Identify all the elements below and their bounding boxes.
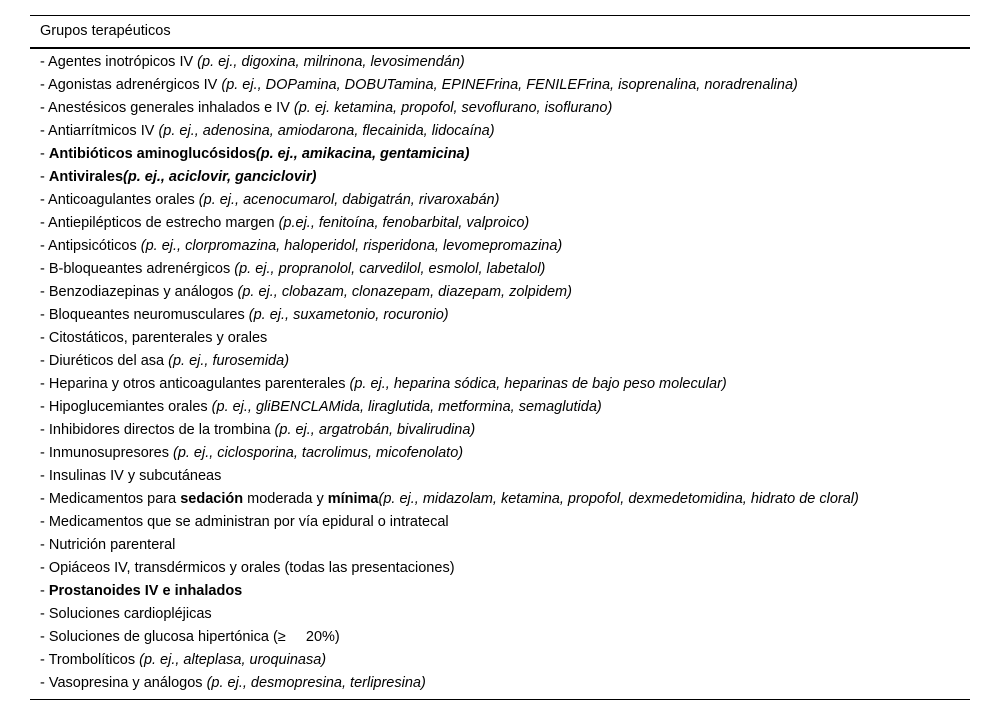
table-row <box>30 189 970 212</box>
row-text: - Anticoagulantes orales <box>40 192 199 208</box>
table-row <box>30 396 970 419</box>
row-examples: (p. ej., clorpromazina, haloperidol, risperidona, levomepromazina) <box>140 238 563 254</box>
row-text: - <box>40 583 49 599</box>
row-text: - Agonistas adrenérgicos IV <box>40 77 222 93</box>
row-examples: (p. ej., amikacina, gentamicina) <box>255 146 470 162</box>
row-text: moderada y <box>243 491 328 507</box>
table-row <box>30 212 970 235</box>
table-row <box>30 557 970 580</box>
row-text: - Inhibidores directos de la trombina <box>40 422 275 438</box>
table-row <box>30 281 970 304</box>
row-text: - Antipsicóticos <box>40 238 141 254</box>
row-text: - Nutrición parenteral <box>40 537 176 553</box>
row-examples: (p. ej., digoxina, milrinona, levosimendán) <box>197 54 465 70</box>
row-text: sedación <box>180 491 244 507</box>
row-text: - Medicamentos para <box>40 491 181 507</box>
row-text: mínima <box>327 491 379 507</box>
table-row <box>30 143 970 166</box>
row-text: - Heparina y otros anticoagulantes parenterales <box>40 376 350 392</box>
table-row <box>30 235 970 258</box>
table-row <box>30 465 970 488</box>
table-body <box>30 49 970 695</box>
row-text: - Vasopresina y análogos <box>40 675 207 691</box>
row-text: Antibióticos aminoglucósidos <box>48 146 256 162</box>
row-examples: (p. ej., midazolam, ketamina, propofol, dexmedetomidina, hidrato de cloral) <box>378 491 859 507</box>
row-text: - Opiáceos IV, transdérmicos y orales (todas las presentaciones) <box>40 560 455 576</box>
row-examples: (p. ej., acenocumarol, dabigatrán, rivaroxabán) <box>198 192 500 208</box>
row-examples: (p. ej., adenosina, amiodarona, flecainida, lidocaína) <box>158 123 495 139</box>
row-text: - Medicamentos que se administran por vía epidural o intratecal <box>40 514 449 530</box>
table-row <box>30 51 970 74</box>
table-row <box>30 442 970 465</box>
table-row <box>30 258 970 281</box>
row-text: - Anestésicos generales inhalados e IV <box>40 100 294 116</box>
row-examples: (p. ej., argatrobán, bivalirudina) <box>274 422 476 438</box>
table-row <box>30 511 970 534</box>
table-row <box>30 97 970 120</box>
therapeutic-groups-table <box>30 15 970 700</box>
table-row <box>30 120 970 143</box>
table-row <box>30 166 970 189</box>
table-row <box>30 350 970 373</box>
table-row <box>30 488 970 511</box>
row-text: - <box>40 146 49 162</box>
row-text: - Soluciones de glucosa hipertónica (≥ 20%) <box>40 629 340 645</box>
row-examples: (p. ej. ketamina, propofol, sevoflurano, isoflurano) <box>293 100 613 116</box>
row-text: - Hipoglucemiantes orales <box>40 399 212 415</box>
row-examples: (p. ej., ciclosporina, tacrolimus, micofenolato) <box>172 445 464 461</box>
row-examples: (p. ej., desmopresina, terlipresina) <box>206 675 426 691</box>
table-row <box>30 672 970 695</box>
table-row <box>30 534 970 557</box>
row-text: - Diuréticos del asa <box>40 353 169 369</box>
row-text: - B-bloqueantes adrenérgicos <box>40 261 235 277</box>
row-examples: (p. ej., suxametonio, rocuronio) <box>248 307 449 323</box>
row-text: - Inmunosupresores <box>40 445 173 461</box>
row-examples: (p. ej., furosemida) <box>168 353 290 369</box>
row-text: - Antiepilépticos de estrecho margen <box>40 215 279 231</box>
row-examples: (p. ej., aciclovir, ganciclovir) <box>123 169 317 185</box>
row-examples: (p. ej., gliBENCLAMida, liraglutida, metformina, semaglutida) <box>211 399 602 415</box>
row-examples: (p. ej., DOPamina, DOBUTamina, EPINEFrina, FENILEFrina, isoprenalina, noradrenalina) <box>221 77 798 93</box>
table-row <box>30 580 970 603</box>
table-row <box>30 373 970 396</box>
row-text: - Benzodiazepinas y análogos <box>40 284 238 300</box>
row-examples: (p. ej., heparina sódica, heparinas de bajo peso molecular) <box>349 376 727 392</box>
row-examples: (p. ej., clobazam, clonazepam, diazepam, zolpidem) <box>237 284 572 300</box>
row-examples: (p. ej., propranolol, carvedilol, esmolol, labetalol) <box>234 261 546 277</box>
row-text: - Soluciones cardiopléjicas <box>40 606 212 622</box>
row-text: Antivirales <box>48 169 124 185</box>
table-row <box>30 74 970 97</box>
row-text: - Trombolíticos <box>40 652 140 668</box>
row-examples: (p. ej., alteplasa, uroquinasa) <box>139 652 327 668</box>
row-examples: (p.ej., fenitoína, fenobarbital, valproico) <box>278 215 530 231</box>
row-text: - Citostáticos, parenterales y orales <box>40 330 268 346</box>
row-text: - Insulinas IV y subcutáneas <box>40 468 222 484</box>
row-text: - Antiarrítmicos IV <box>40 123 159 139</box>
table-row <box>30 419 970 442</box>
table-bottom-rule <box>30 699 970 700</box>
row-text: - Agentes inotrópicos IV <box>40 54 198 70</box>
table-row <box>30 649 970 672</box>
table-row <box>30 603 970 626</box>
table-header: Grupos terapéuticos <box>30 16 970 49</box>
table-row <box>30 626 970 649</box>
row-text: Prostanoides IV e inhalados <box>48 583 243 599</box>
row-text: - Bloqueantes neuromusculares <box>40 307 249 323</box>
table-row <box>30 304 970 327</box>
row-text: - <box>40 169 49 185</box>
table-row <box>30 327 970 350</box>
